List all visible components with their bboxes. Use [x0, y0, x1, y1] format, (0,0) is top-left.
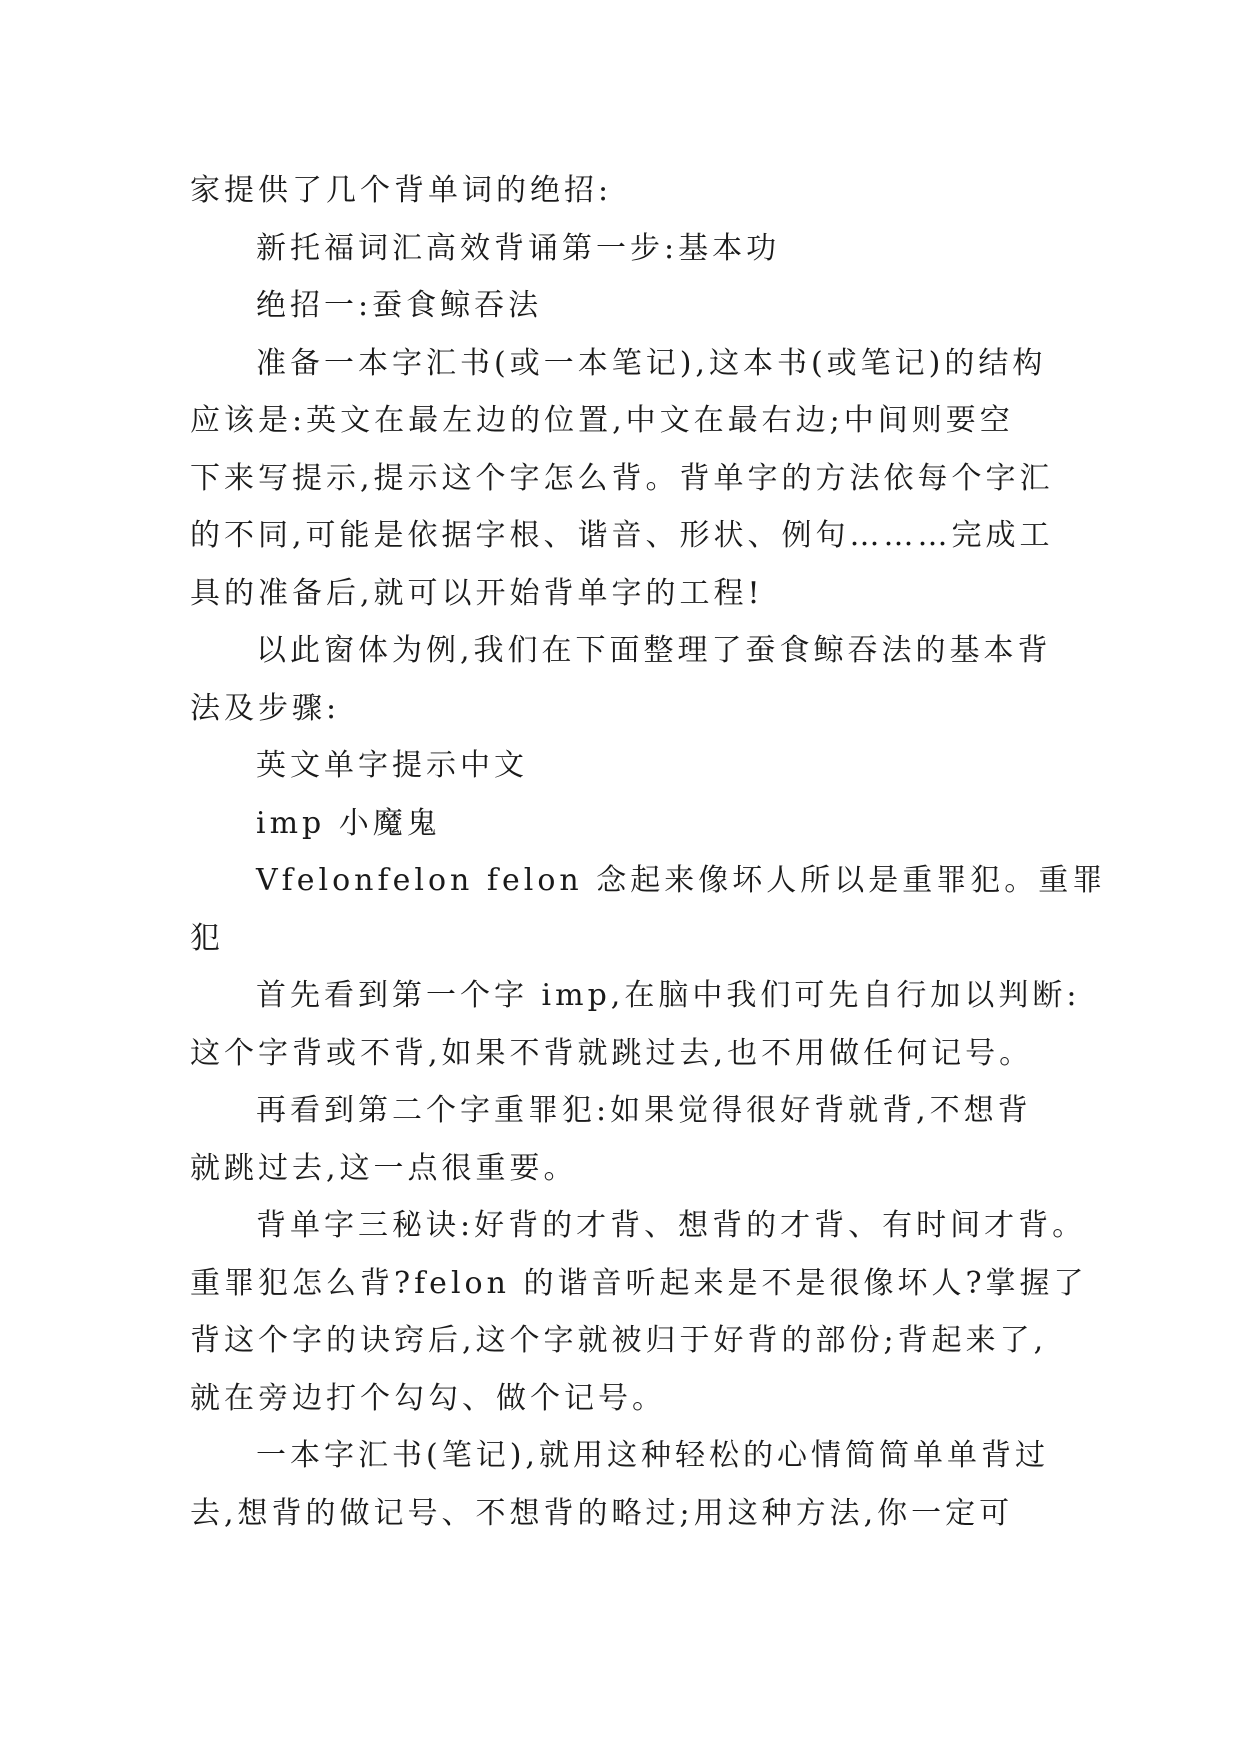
text-line: 准备一本字汇书(或一本笔记),这本书(或笔记)的结构 — [256, 345, 1047, 381]
text-line: 一本字汇书(笔记),就用这种轻松的心情简简单单背过 — [256, 1438, 1049, 1473]
text-line: 下来写提示,提示这个字怎么背。背单字的方法依每个字汇 — [190, 460, 1054, 496]
text-line: 重罪犯怎么背?felon 的谐音听起来是不是很像坏人?掌握了 — [190, 1265, 1088, 1301]
text-line: 以此窗体为例,我们在下面整理了蚕食鲸吞法的基本背 — [256, 633, 1052, 668]
text-line: 就跳过去,这一点很重要。 — [190, 1150, 578, 1186]
text-line: 背这个字的诀窍后,这个字就被归于好背的部份;背起来了, — [190, 1323, 1048, 1358]
text-line: 新托福词汇高效背诵第一步:基本功 — [256, 230, 781, 266]
text-line: 背单字三秘诀:好背的才背、想背的才背、有时间才背。 — [256, 1208, 1087, 1243]
text-line: 家提供了几个背单词的绝招: — [190, 173, 613, 208]
text-line: 绝招一:蚕食鲸吞法 — [256, 288, 543, 323]
text-line: 的不同,可能是依据字根、谐音、形状、例句………完成工 — [190, 518, 1054, 553]
document-body — [190, 162, 1107, 1542]
text-line: 就在旁边打个勾勾、做个记号。 — [190, 1380, 666, 1416]
text-line: 英文单字提示中文 — [256, 748, 528, 783]
text-line: 首先看到第一个字 imp,在脑中我们可先自行加以判断: — [256, 978, 1081, 1013]
text-line: Vfelonfelon felon 念起来像坏人所以是重罪犯。重罪 — [256, 863, 1107, 898]
text-line: 法及步骤: — [190, 690, 341, 726]
text-line: 具的准备后,就可以开始背单字的工程! — [190, 575, 764, 611]
text-line: 犯 — [190, 920, 224, 956]
text-line: 再看到第二个字重罪犯:如果觉得很好背就背,不想背 — [256, 1093, 1032, 1128]
text-line: 这个字背或不背,如果不背就跳过去,也不用做任何记号。 — [190, 1035, 1034, 1071]
text-line: 去,想背的做记号、不想背的略过;用这种方法,你一定可 — [190, 1495, 1014, 1531]
text-line: 应该是:英文在最左边的位置,中文在最右边;中间则要空 — [190, 403, 1014, 438]
text-line: imp 小魔鬼 — [256, 805, 441, 841]
